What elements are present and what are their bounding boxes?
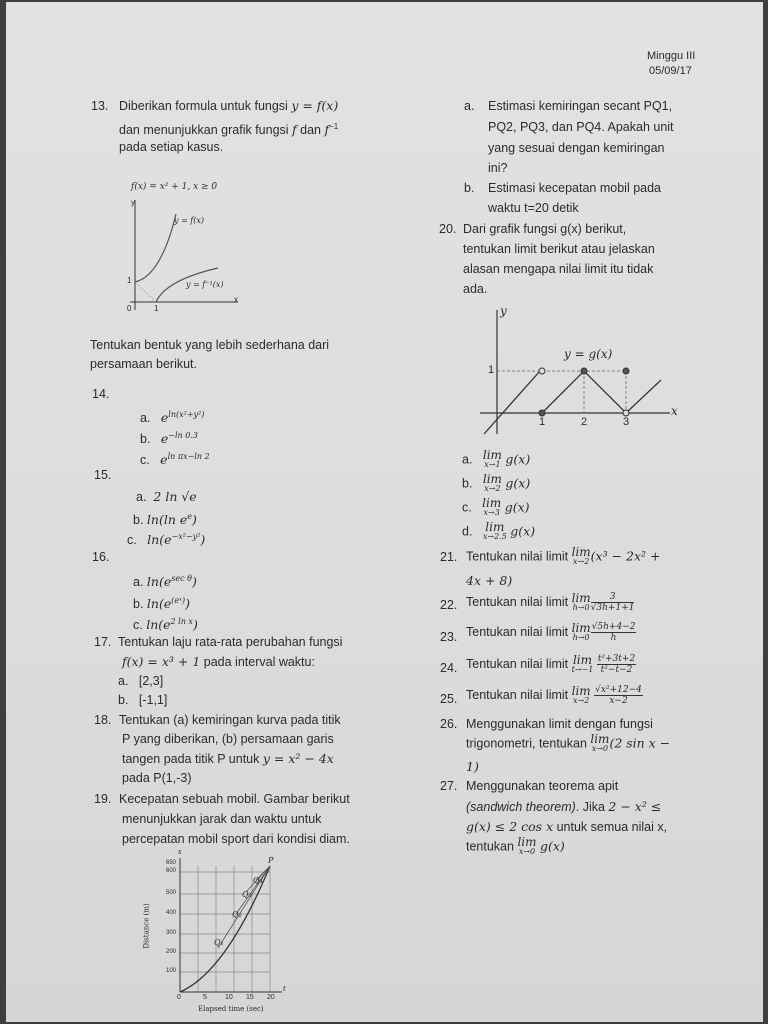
q26-line1: Menggunakan limit dengan fungsi xyxy=(466,717,653,731)
q22-denominator: √3h+1+1 xyxy=(590,603,635,613)
q21-text: Tentukan nilai limit xyxy=(466,549,572,564)
q17-a-value: [2,3] xyxy=(138,674,164,688)
q20-d-sub: x→2.5 xyxy=(482,532,507,541)
q16-b-exp: (eˣ) xyxy=(171,596,186,605)
q15-b-expr: ln(ln e xyxy=(146,512,188,528)
q24-line xyxy=(466,654,636,675)
q14-a-label: a. xyxy=(140,411,151,426)
q22-numerator: 3 xyxy=(591,592,635,603)
q20-graph xyxy=(476,302,686,442)
q14-c xyxy=(140,449,210,468)
q19-ytick-100: 100 xyxy=(166,968,177,974)
intro-line2: persamaan berikut. xyxy=(90,357,198,371)
q20-a-label: a. xyxy=(462,452,473,467)
q17-line2 xyxy=(122,654,315,670)
q19-xtick-10: 10 xyxy=(225,994,233,1001)
q22-sub: h→0 xyxy=(572,602,590,612)
q21-line1 xyxy=(466,547,661,567)
q15-c xyxy=(127,529,205,548)
q17-line1: Tentukan laju rata-rata perubahan fungsi xyxy=(118,635,343,649)
q16-b-close: ) xyxy=(185,596,190,612)
q17-math: f(x) = x³ + 1 xyxy=(122,654,201,669)
q20-c-label: c. xyxy=(462,500,472,515)
q20-line1: Dari grafik fungsi g(x) berikut, xyxy=(463,222,627,236)
q18-line1: Tentukan (a) kemiringan kurva pada titik xyxy=(119,713,341,727)
q14-number: 14. xyxy=(92,387,110,401)
q23-sub: h→0 xyxy=(572,632,590,642)
q19-xtick-15: 15 xyxy=(246,994,254,1001)
q27-lim: lim xyxy=(517,835,537,849)
q13-text-c: dan xyxy=(296,123,325,138)
q20-a-sub: x→1 xyxy=(484,460,501,469)
q15-a-expr: 2 ln √e xyxy=(153,489,197,504)
q19-axis-s: s xyxy=(178,848,182,856)
q25-denominator: x−2 xyxy=(609,696,628,706)
q24-text: Tentukan nilai limit xyxy=(466,656,572,671)
q13-text-b: dan menunjukkan grafik fungsi xyxy=(119,123,293,138)
q25-text: Tentukan nilai limit xyxy=(466,687,572,702)
q22-lim: lim xyxy=(571,590,591,605)
q14-b-base: e xyxy=(160,431,169,447)
q19b-line1: Estimasi kecepatan mobil pada xyxy=(488,181,662,195)
q20-c-sub: x→3 xyxy=(483,508,500,517)
q17-a xyxy=(118,673,163,689)
q17-b-label: b. xyxy=(118,693,129,707)
q13-curve-f: y = f(x) xyxy=(174,216,205,225)
q18-line3-text: tangen pada titik P untuk xyxy=(122,752,263,766)
q20-b-sub: x→2 xyxy=(484,484,501,493)
q16-b-label: b. xyxy=(133,597,144,612)
q22-number: 22. xyxy=(440,598,458,612)
q26-expr: (2 sin x − xyxy=(609,735,671,751)
q26-sub: x→0 xyxy=(591,744,609,753)
q15-b-exp: e xyxy=(187,512,193,521)
q20-tick-y1: 1 xyxy=(488,364,495,376)
q17-line2-text: pada interval waktu: xyxy=(200,655,315,669)
q20-d-label: d. xyxy=(462,524,473,539)
q13-sup-c: −1 xyxy=(329,122,339,131)
q16-a-close: ) xyxy=(191,574,197,590)
q23-number: 23. xyxy=(440,630,458,644)
q23-denominator: h xyxy=(610,633,617,643)
header-week: Minggu III xyxy=(647,50,696,62)
q27-jika: . Jika xyxy=(575,800,609,814)
q20-y-axis: y xyxy=(500,304,507,318)
q19b-label: b. xyxy=(464,181,475,195)
q15-number: 15. xyxy=(94,468,112,482)
q19-xtick-20: 20 xyxy=(267,994,275,1001)
q19-xtick-0: 0 xyxy=(177,994,181,1001)
q20-tick-x1: 1 xyxy=(539,416,546,428)
q19-xtick-5: 5 xyxy=(203,994,207,1001)
q20-b-g: g(x) xyxy=(505,475,531,491)
q26-number: 26. xyxy=(440,717,458,731)
q24-sub: t→−1 xyxy=(571,664,594,674)
q14-c-exp: ln πx−ln 2 xyxy=(167,452,210,461)
q18-line3 xyxy=(122,751,334,767)
q27-number: 27. xyxy=(440,779,458,793)
q13-tick-x1: 1 xyxy=(154,304,159,313)
q16-a-exp: sec θ xyxy=(171,574,192,583)
q15-c-exp: −x²−y² xyxy=(171,532,201,541)
q13-math-c: f xyxy=(324,122,330,138)
q19a-line3: yang sesuai dengan kemiringan xyxy=(488,141,665,155)
q13-x-axis: x xyxy=(234,295,238,304)
q26-line2 xyxy=(466,734,670,754)
q16-c-label: c. xyxy=(133,618,143,633)
q13-math-a: y = f(x) xyxy=(291,98,339,113)
intro-line1: Tentukan bentuk yang lebih sederhana dari xyxy=(90,338,330,352)
q14-a-base: e xyxy=(160,410,169,426)
q16-b xyxy=(133,593,190,612)
q14-b-exp: −ln 0.3 xyxy=(168,431,198,440)
q27-g: g(x) xyxy=(539,838,565,854)
q14-b-label: b. xyxy=(140,432,151,447)
q23-lim: lim xyxy=(571,620,591,635)
header-date: 05/09/17 xyxy=(649,65,692,77)
q25-lim: lim xyxy=(571,683,591,698)
q20-d-g: g(x) xyxy=(510,523,536,539)
q27-line4-text: tentukan xyxy=(466,839,518,854)
q20-line4: ada. xyxy=(463,282,488,296)
q20-b-label: b. xyxy=(462,476,473,491)
q13-math-b: f xyxy=(292,122,297,138)
q13-y-axis: y xyxy=(131,198,135,207)
q25-numerator: √x²+12−4 xyxy=(595,685,642,695)
q16-number: 16. xyxy=(92,550,110,564)
q17-a-label: a. xyxy=(118,674,129,688)
q19-ylabel: Distance (m) xyxy=(142,903,151,949)
q20-a-g: g(x) xyxy=(505,451,531,467)
q24-denominator: t²−t−2 xyxy=(600,665,633,675)
q26-line2-text: trigonometri, tentukan xyxy=(466,736,591,751)
q20-curve-label: y = g(x) xyxy=(564,347,613,361)
q20-x-axis: x xyxy=(671,404,678,418)
q19b-line2: waktu t=20 detik xyxy=(488,201,579,215)
q27-line3-text: untuk semua nilai x, xyxy=(553,820,668,834)
q15-b-close: ) xyxy=(192,512,197,528)
q13-curve-inv: y = f⁻¹(x) xyxy=(186,280,224,289)
q13-tick-y: 1 xyxy=(127,276,132,285)
q19-point-q3: Q₃ xyxy=(242,890,252,899)
q20-a-lim: lim xyxy=(482,448,502,462)
q20-tick-x3: 3 xyxy=(623,416,630,428)
q19-ytick-600: 600 xyxy=(166,868,177,874)
q19-point-q2: Q₂ xyxy=(232,910,242,919)
q20-c-g: g(x) xyxy=(504,499,530,515)
q19-ytick-200: 200 xyxy=(166,949,177,955)
q21-number: 21. xyxy=(440,550,458,564)
q15-a-label: a. xyxy=(136,490,147,504)
q15-c-expr: ln(e xyxy=(147,532,172,548)
q13-text-a: Diberikan formula untuk fungsi xyxy=(119,99,292,113)
q19-ytick-300: 300 xyxy=(166,930,177,936)
q20-b-lim: lim xyxy=(482,472,502,486)
q26-line3: 1) xyxy=(466,759,479,774)
q22-text: Tentukan nilai limit xyxy=(466,594,572,609)
q14-c-label: c. xyxy=(140,453,150,468)
q19-ytick-650: 650 xyxy=(166,860,177,866)
q13-line1 xyxy=(119,98,338,114)
q19-ytick-400: 400 xyxy=(166,910,177,916)
q19-point-p: P xyxy=(268,856,274,865)
q16-a-expr: ln(e xyxy=(146,574,172,590)
q19a-label: a. xyxy=(464,99,475,113)
q20-line3: alasan mengapa nilai limit itu tidak xyxy=(463,262,654,276)
q13-line2 xyxy=(119,119,338,138)
q16-a xyxy=(133,571,197,590)
q13-formula: f(x) = x² + 1, x ≥ 0 xyxy=(131,182,218,192)
q15-a xyxy=(136,489,197,505)
q19-graph xyxy=(142,848,296,1017)
q23-line xyxy=(466,622,636,643)
q20-d xyxy=(462,522,535,542)
paper-page xyxy=(6,2,763,1022)
q27-line3 xyxy=(466,819,667,835)
q21-line2: 4x + 8) xyxy=(466,573,513,588)
q25-sub: x→2 xyxy=(572,695,590,705)
q19-number: 19. xyxy=(94,792,112,806)
q15-c-close: ) xyxy=(200,532,206,548)
q18-math: y = x² − 4x xyxy=(262,751,334,766)
q22-line xyxy=(466,592,634,613)
q20-line2: tentukan limit berikut atau jelaskan xyxy=(463,242,655,256)
q27-line2 xyxy=(466,799,661,815)
q20-a xyxy=(462,450,530,470)
q19-ytick-500: 500 xyxy=(166,890,177,896)
q15-c-label: c. xyxy=(127,533,137,548)
q21-sub: x→2 xyxy=(572,557,590,566)
q24-lim: lim xyxy=(572,652,592,667)
q17-number: 17. xyxy=(94,635,112,649)
q27-sub: x→0 xyxy=(518,847,536,856)
q20-c xyxy=(462,498,530,518)
q27-math1: 2 − x² ≤ xyxy=(608,799,662,814)
q19-line3: percepatan mobil sport dari kondisi diam. xyxy=(122,832,350,846)
q20-number: 20. xyxy=(439,222,457,236)
q15-b-label: b. xyxy=(133,513,144,528)
q19a-line2: PQ2, PQ3, dan PQ4. Apakah unit xyxy=(488,120,674,134)
q16-c-expr: ln(e xyxy=(146,617,171,633)
q24-numerator: t²+3t+2 xyxy=(597,654,636,664)
q20-tick-x2: 2 xyxy=(581,416,588,428)
q27-line1: Menggunakan teorema apit xyxy=(466,779,619,793)
q13-number: 13. xyxy=(91,99,109,113)
q20-c-lim: lim xyxy=(482,496,502,510)
q26-lim: lim xyxy=(590,732,610,746)
q20-d-lim: lim xyxy=(485,520,505,534)
q16-b-expr: ln(e xyxy=(146,596,172,612)
q14-c-base: e xyxy=(160,452,168,468)
q23-text: Tentukan nilai limit xyxy=(466,624,572,639)
q13-tick-x0: 0 xyxy=(127,304,132,313)
q19a-line4: ini? xyxy=(488,161,508,175)
q19-axis-t: t xyxy=(283,985,286,993)
q16-a-label: a. xyxy=(133,575,144,590)
q27-line4 xyxy=(466,837,565,857)
q14-a xyxy=(140,407,204,426)
q25-line xyxy=(466,685,643,706)
q17-b-value: [-1,1] xyxy=(138,693,168,707)
q19-line2: menunjukkan jarak dan waktu untuk xyxy=(122,812,322,826)
q19a-line1: Estimasi kemiringan secant PQ1, xyxy=(488,99,673,113)
q17-b xyxy=(118,692,167,708)
q13-graph xyxy=(116,180,241,320)
q14-b xyxy=(140,428,198,447)
q19-point-q1: Q₁ xyxy=(214,938,224,947)
q18-line4: pada P(1,-3) xyxy=(122,771,192,785)
q25-number: 25. xyxy=(440,692,458,706)
q19-line1: Kecepatan sebuah mobil. Gambar berikut xyxy=(119,792,350,806)
q20-b xyxy=(462,474,530,494)
q21-lim: lim xyxy=(571,545,591,559)
q19-point-q4: Q₄ xyxy=(253,876,263,885)
q16-c-exp: 2 ln x xyxy=(170,617,193,626)
q23-numerator: √5h+4−2 xyxy=(591,622,636,632)
q18-line2: P yang diberikan, (b) persamaan garis xyxy=(122,732,334,746)
q27-sandwich: (sandwich theorem) xyxy=(466,800,576,814)
q14-a-exp: ln(x²+y²) xyxy=(168,410,205,419)
q13-line3: pada setiap kasus. xyxy=(119,140,224,154)
q18-number: 18. xyxy=(94,713,112,727)
q27-math2: g(x) ≤ 2 cos x xyxy=(466,819,554,834)
q21-expr: (x³ − 2x² + xyxy=(590,548,661,564)
q16-c xyxy=(133,614,198,633)
q19-xlabel: Elapsed time (sec) xyxy=(198,1005,264,1013)
q15-b xyxy=(133,509,197,528)
q16-c-close: ) xyxy=(192,617,198,633)
q24-number: 24. xyxy=(440,661,458,675)
